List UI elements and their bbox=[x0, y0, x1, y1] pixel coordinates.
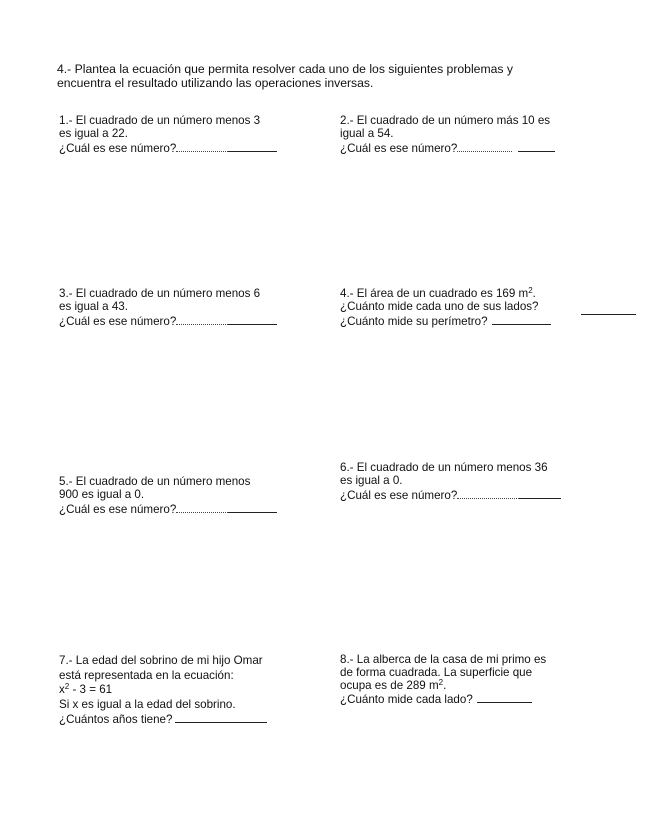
instructions-line-1: 4.- Plantea la ecuación que permita resolver cada uno de los siguientes problemas y bbox=[57, 62, 513, 76]
problem-text: es igual a 22. bbox=[59, 126, 128, 140]
problem-8: 8.- La alberca de la casa de mi primo es de forma cuadrada. La superficie que ocupa es de 289 $m^2$. ¿Cuánto mide cada lado? bbox=[340, 653, 547, 707]
answer-blank-sides[interactable] bbox=[581, 304, 636, 315]
problem-text: 1.- El cuadrado de un número menos 3 bbox=[59, 114, 261, 127]
problem-text: 2.- El cuadrado de un número más 10 es bbox=[340, 114, 551, 127]
instructions-line-2: encuentra el resultado utilizando las operaciones inversas. bbox=[57, 76, 374, 90]
equation: $x^2 - 3 = 61$ bbox=[59, 682, 113, 697]
problem-text: ocupa es de 289 m bbox=[340, 678, 439, 692]
question-text: ¿Cuál es ese número? bbox=[59, 141, 177, 155]
question-text: ¿Cuál es ese número? bbox=[59, 502, 177, 516]
question-text: ¿Cuál es ese número? bbox=[59, 314, 177, 328]
superscript: 2 bbox=[438, 677, 444, 687]
problem-text: 3.- El cuadrado de un número menos 6 bbox=[59, 287, 261, 300]
dotted-leader bbox=[176, 314, 228, 325]
dotted-leader bbox=[457, 141, 512, 152]
answer-blank[interactable] bbox=[492, 314, 551, 325]
problem-text: 4.- El área de un cuadrado es 169 m bbox=[340, 287, 529, 300]
problem-text: igual a 54. bbox=[340, 126, 394, 140]
dotted-leader bbox=[176, 141, 228, 152]
question-text: ¿Cuál es ese número? bbox=[340, 141, 458, 155]
problem-text: es igual a 0. bbox=[340, 473, 403, 487]
problem-5 bbox=[59, 476, 277, 516]
problem-text: . bbox=[532, 287, 536, 300]
answer-blank[interactable] bbox=[228, 141, 277, 152]
problem-text: de forma cuadrada. La superficie que bbox=[340, 665, 533, 679]
answer-blank[interactable] bbox=[518, 141, 555, 152]
dotted-leader bbox=[457, 488, 519, 499]
question-text: ¿Cuál es ese número? bbox=[340, 488, 458, 502]
answer-blank[interactable] bbox=[477, 692, 532, 703]
answer-blank[interactable] bbox=[519, 488, 561, 499]
problem-text: Si x es igual a la edad del sobrino. bbox=[59, 697, 236, 711]
problem-2 bbox=[340, 115, 555, 155]
problem-text: 6.- El cuadrado de un número menos 36 bbox=[340, 461, 548, 474]
problem-text: está representada en la ecuación: bbox=[59, 668, 234, 682]
superscript: 2 bbox=[64, 682, 70, 692]
instructions bbox=[57, 62, 587, 90]
problem-1 bbox=[59, 115, 277, 155]
question-text: ¿Cuánto mide cada lado? bbox=[340, 693, 473, 707]
question-text: ¿Cuántos años tiene? bbox=[59, 713, 173, 727]
problem-4 bbox=[340, 288, 551, 328]
problem-text: 900 es igual a 0. bbox=[59, 487, 145, 501]
answer-blank[interactable] bbox=[228, 314, 277, 325]
problem-text: 5.- El cuadrado de un número menos bbox=[59, 475, 251, 488]
problem-text: 8.- La alberca de la casa de mi primo es bbox=[340, 653, 547, 666]
problem-text: es igual a 43. bbox=[59, 299, 128, 313]
answer-blank[interactable] bbox=[228, 502, 277, 513]
problem-text: ¿Cuánto mide cada uno de sus lados? bbox=[340, 299, 539, 313]
problem-text: 7.- La edad del sobrino de mi hijo Omar bbox=[59, 654, 263, 667]
answer-blank[interactable] bbox=[175, 712, 267, 723]
problem-7 bbox=[59, 654, 267, 728]
superscript: 2 bbox=[528, 286, 533, 295]
dotted-leader bbox=[176, 502, 228, 513]
problem-6 bbox=[340, 462, 561, 502]
question-text: ¿Cuánto mide su perímetro? bbox=[340, 314, 488, 328]
problem-3 bbox=[59, 288, 277, 328]
